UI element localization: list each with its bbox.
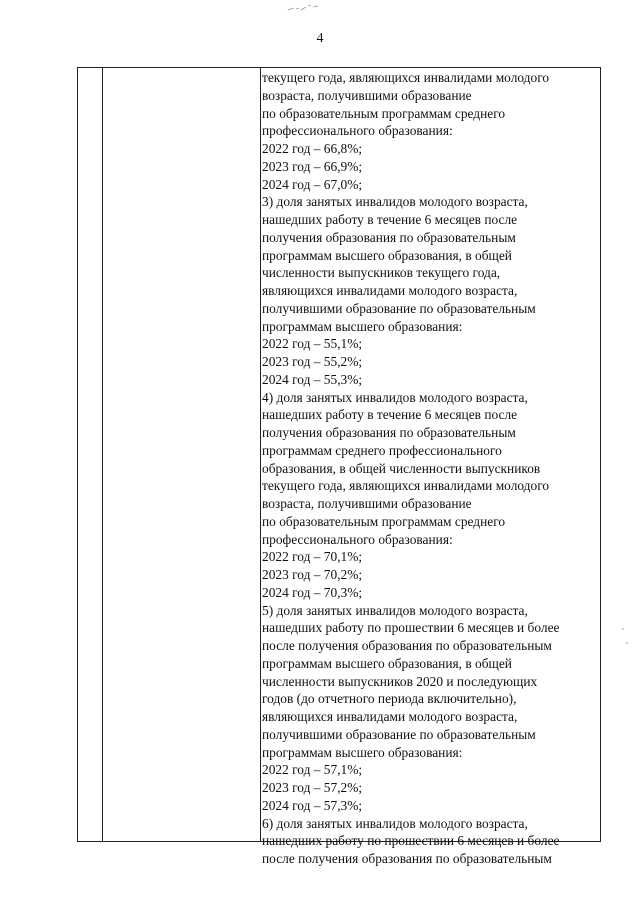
text-line: 2023 год – 66,9%; — [262, 158, 363, 174]
text-line: 3) доля занятых инвалидов молодого возраста, — [262, 194, 528, 210]
text-line: 2024 год – 57,3%; — [262, 797, 363, 813]
text-line: программам среднего профессионального — [262, 442, 502, 458]
text-line: по образовательным программам среднего — [262, 513, 506, 529]
text-line: являющихся инвалидами молодого возраста, — [262, 283, 518, 298]
text-line: 2023 год – 70,2%; — [262, 567, 363, 582]
scan-speck — [622, 628, 624, 630]
scan-artifact-mark — [284, 2, 324, 14]
text-line: нашедших работу по прошествии 6 месяцев и более — [262, 833, 560, 849]
document-table — [77, 67, 601, 866]
text-line: нашедших работу по прошествии 6 месяцев и более — [262, 620, 560, 636]
text-line: 2024 год – 55,3%; — [262, 371, 363, 387]
text-line: 2024 год – 70,3%; — [262, 584, 363, 600]
text-line: по образовательным программам среднего — [262, 105, 506, 121]
text-line: нашедших работу в течение 6 месяцев после — [262, 212, 518, 227]
text-line: профессионального образования: — [262, 123, 453, 139]
table-column-divider — [260, 68, 261, 841]
text-line: 2023 год – 55,2%; — [262, 354, 363, 369]
text-line: численности выпускников 2020 и последующих — [262, 673, 538, 689]
text-line: годов (до отчетного периода включительно), — [262, 691, 517, 707]
text-line: являющихся инвалидами молодого возраста, — [262, 709, 518, 724]
text-line: 2023 год – 57,2%; — [262, 780, 363, 795]
text-line: после получения образования по образовательным — [262, 851, 552, 866]
text-line: нашедших работу в течение 6 месяцев после — [262, 407, 518, 423]
text-line: возраста, получившими образование — [262, 496, 472, 511]
scan-speck — [626, 642, 628, 644]
text-line: текущего года, являющихся инвалидами молодого — [262, 478, 550, 494]
text-line: получения образования по образовательным — [262, 425, 516, 440]
text-line: программам высшего образования: — [262, 744, 463, 760]
text-line: программам высшего образования: — [262, 318, 463, 334]
text-line: численности выпускников текущего года, — [262, 265, 501, 281]
table-column-divider — [102, 68, 103, 841]
text-line: получившими образование по образовательным — [262, 300, 536, 316]
text-line: после получения образования по образовательным — [262, 638, 552, 653]
text-line: возраста, получившими образование — [262, 87, 472, 103]
text-line: 2022 год – 70,1%; — [262, 549, 363, 565]
page-number: 4 — [316, 31, 324, 46]
text-line: текущего года, являющихся инвалидами молодого — [262, 70, 550, 85]
text-line: программам высшего образования, в общей — [262, 247, 512, 263]
text-line: 2022 год – 55,1%; — [262, 336, 363, 352]
text-line: получения образования по образовательным — [262, 229, 516, 245]
text-line: профессионального образования: — [262, 531, 453, 547]
text-line: образования, в общей численности выпускников — [262, 460, 541, 476]
text-line: 5) доля занятых инвалидов молодого возраста, — [262, 602, 528, 618]
text-line: программам высшего образования, в общей — [262, 655, 512, 671]
text-line: 4) доля занятых инвалидов молодого возраста, — [262, 389, 528, 405]
text-line: 6) доля занятых инвалидов молодого возраста, — [262, 815, 528, 831]
text-line: 2024 год – 67,0%; — [262, 176, 363, 192]
text-line: 2022 год – 57,1%; — [262, 762, 363, 778]
text-line: 2022 год – 66,8%; — [262, 141, 363, 156]
text-line: получившими образование по образовательным — [262, 726, 536, 742]
table-cell-text — [262, 69, 602, 866]
